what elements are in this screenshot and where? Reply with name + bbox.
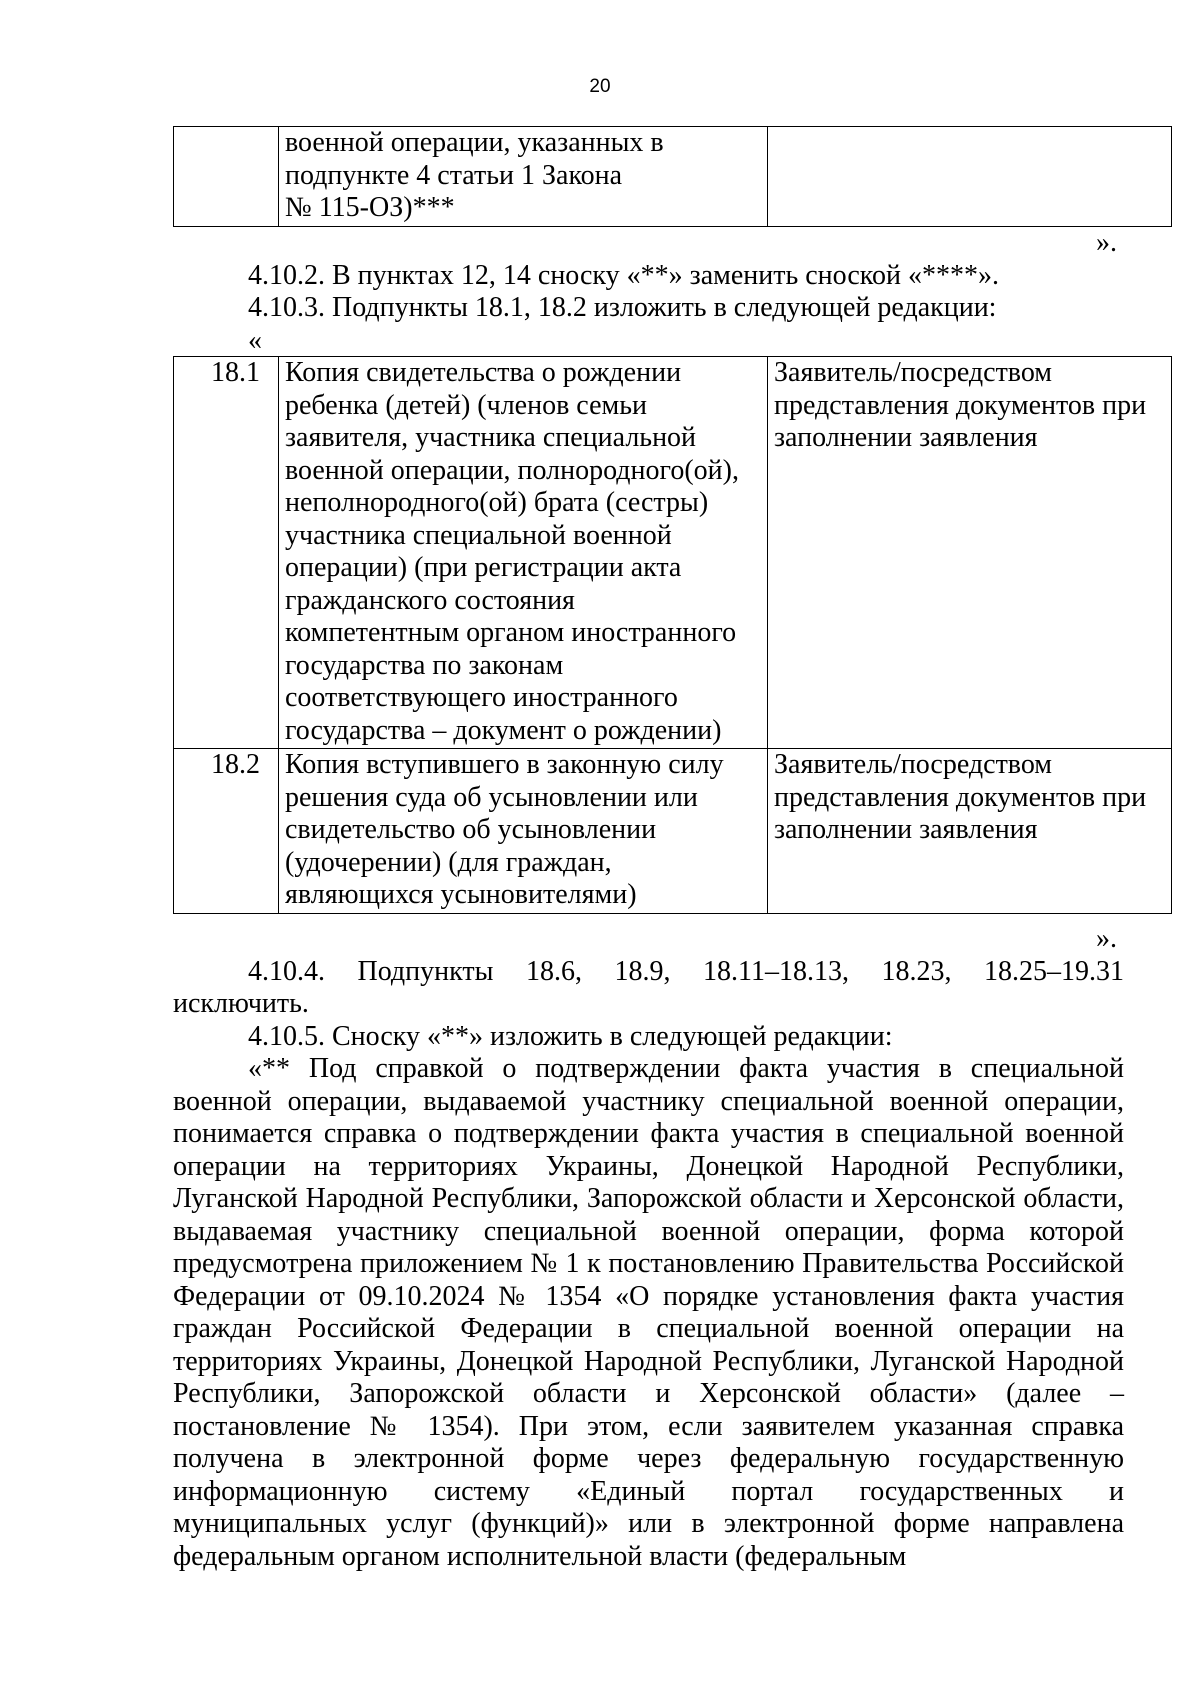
cell-line: военной операции, полнородного(ой), [285,454,739,486]
continuation-table [173,126,1172,227]
cell-line: компетентным органом иностранного [285,617,737,648]
cell-line: операции) (при регистрации акта [285,552,682,583]
cell-line: свидетельство об усыновлении [285,814,657,845]
item-4-10-2: 4.10.2. В пунктах 12, 14 сноску «**» заменить сноской «****». [248,260,999,291]
word: Подпункты [357,956,494,987]
document-name-cell [279,357,768,749]
cell-line: государства – документ о рождении) [285,714,722,746]
cell-line: Заявитель/посредством [774,749,1053,780]
cell-line: Копия свидетельства о рождении [285,357,682,388]
cell-line: Копия вступившего в законную силу [285,749,724,780]
word: 18.6, [525,956,582,987]
table-row [174,127,1172,227]
document-name-cell [279,127,768,227]
table-closing-quote: ». [1096,923,1117,954]
cell-line: участника специальной военной [285,519,672,551]
table-row [174,749,1172,914]
footnote-paragraph: «** Под справкой о подтверждении факта участия в специальной военной операции, выдаваемой участнику специальной военной операции, понимается справка о подтверждении факта участия в специальной военной операции на территориях Украины, Донецкой Народной Республики, Луганской Народной Республики, Запорожской области и Херсонской области, выдаваемая участнику специальной военной операции, форма которой предусмотрена приложением № 1 к постановлению Правительства Российской Федерации от 09.10.2024 № 1354 «О порядке установления факта участия граждан Российской Федерации в специальной военной операции на территориях Украины, Донецкой Народной Республики, Луганской Народной Республики, Запорожской области и Херсонской области» (далее – постановление № 1354). При этом, если заявителем указанная справка получена в электронной форме через федеральную государственную информационную систему «Единый портал государственных и муниципальных услуг (функций)» или в электронной форме направлена федеральным органом исполнительной власти (федеральным [173,1053,1124,1572]
cell-line: неполнородного(ой) брата (сестры) [285,487,709,518]
row-number-cell [174,127,279,227]
word: 18.25–19.31 [983,956,1124,987]
cell-line: государства по законам [285,649,564,681]
word: 4.10.4. [248,956,325,987]
cell-line: подпункте 4 статьи 1 Закона [285,159,623,191]
item-4-10-4 [248,956,1124,989]
cell-line: заявителя, участника специальной [285,422,697,453]
cell-line: (удочерении) (для граждан, [285,846,612,878]
provider-cell [768,127,1172,227]
cell-line: заполнении заявления [774,422,1038,453]
cell-line: представления документов при [774,389,1147,421]
word: 18.23, [881,956,952,987]
cell-line: Заявитель/посредством [774,357,1053,388]
subitems-table [173,356,1172,914]
item-4-10-3: 4.10.3. Подпункты 18.1, 18.2 изложить в следующей редакции: [248,292,997,323]
table-opening-quote: « [248,325,262,356]
cell-line: ребенка (детей) (членов семьи [285,389,647,421]
row-number-cell: 18.2 [174,749,279,914]
cell-line: являющихся усыновителями) [285,879,637,910]
cell-line: заполнении заявления [774,814,1038,845]
cell-line: представления документов при [774,781,1147,813]
cell-line: соответствующего иностранного [285,682,678,713]
table-closing-quote: ». [1096,227,1117,258]
table-row [174,357,1172,749]
cell-line: № 115-ОЗ)*** [285,192,455,223]
word: 18.11–18.13, [702,956,849,987]
page-number: 20 [589,76,611,97]
row-number-cell: 18.1 [174,357,279,749]
cell-line: гражданского состояния [285,584,575,616]
item-4-10-4-tail: исключить. [173,988,309,1019]
provider-cell [768,749,1172,914]
item-4-10-5: 4.10.5. Сноску «**» изложить в следующей редакции: [248,1021,893,1052]
cell-line: решения суда об усыновлении или [285,781,698,813]
cell-line: военной операции, указанных в [285,127,664,158]
word: 18.9, [614,956,671,987]
provider-cell [768,357,1172,749]
document-name-cell [279,749,768,914]
